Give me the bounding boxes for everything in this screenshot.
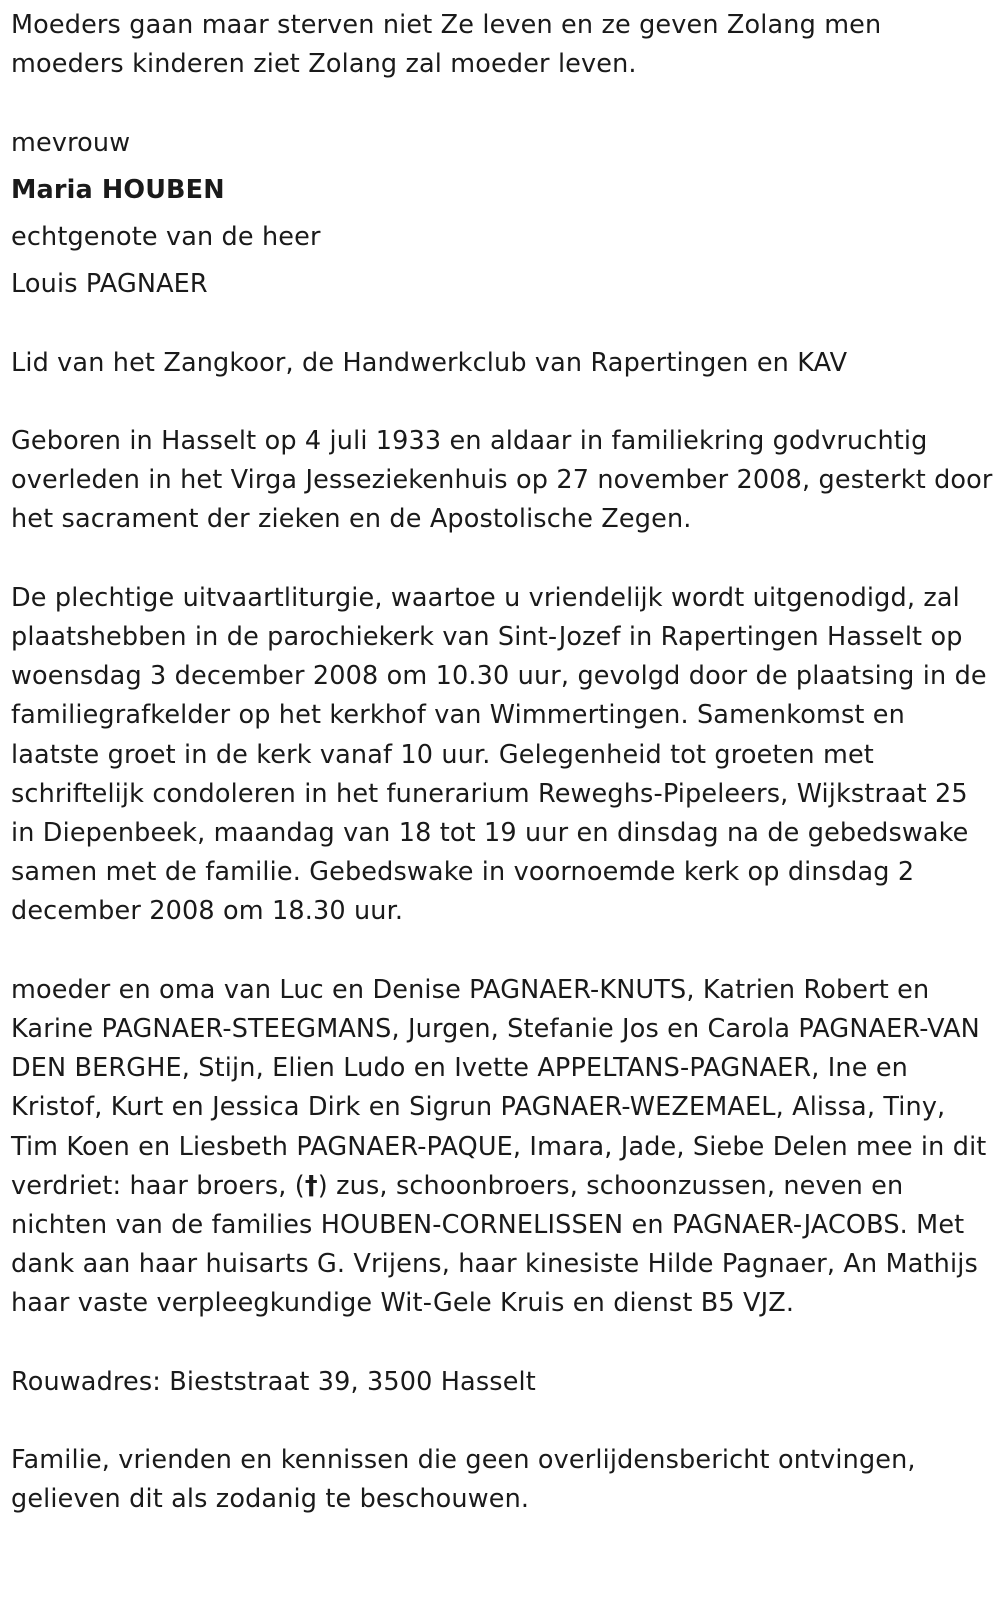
closing-note: Familie, vrienden en kennissen die geen overlijdensbericht ontvingen, gelieven dit als zodanig te beschouwen. (11, 1445, 916, 1515)
family-text-part2: ) zus, schoonbroers, schoonzussen, neven en nichten van de families HOUBEN-CORNELISSEN en PAGNAER-JACOBS. Met dank aan haar huisarts G. Vrijens, haar kinesiste Hilde Pagnaer, An Mathijs haar vaste verpleegkundige Wit-Gele Kruis en dienst B5 VJZ. (11, 1170, 978, 1319)
deceased-name: Maria HOUBEN (11, 174, 225, 205)
family-paragraph (11, 971, 995, 1324)
obituary-document (11, 6, 995, 1520)
cross-icon: † (304, 1170, 318, 1201)
title-prefix: mevrouw (11, 127, 131, 158)
membership: Lid van het Zangkoor, de Handwerkclub van Rapertingen en KAV (11, 347, 848, 378)
poem: Moeders gaan maar sterven niet Ze leven en ze geven Zolang men moeders kinderen ziet Zolang zal moeder leven. (11, 10, 882, 80)
family-text-part1: moeder en oma van Luc en Denise PAGNAER-KNUTS, Katrien Robert en Karine PAGNAER-STEEGMANS, Jurgen, Stefanie Jos en Carola PAGNAER-VAN DEN BERGHE, Stijn, Elien Ludo en Ivette APPELTANS-PAGNAER, Ine en Kristof, Kurt en Jessica Dirk en Sigrun PAGNAER-WEZEMAEL, Alissa, Tiny, Tim Koen en Liesbeth PAGNAER-PAQUE, Imara, Jade, Siebe Delen mee in dit verdriet: haar broers, ( (11, 974, 987, 1201)
spouse-name: Louis PAGNAER (11, 269, 208, 300)
spouse-relation: echtgenote van de heer (11, 222, 321, 252)
mourning-address: Rouwadres: Bieststraat 39, 3500 Hasselt (11, 1366, 536, 1397)
birth-death-paragraph: Geboren in Hasselt op 4 juli 1933 en aldaar in familiekring godvruchtig overleden in het Virga Jesseziekenhuis op 27 november 2008, gesterkt door het sacrament der zieken en de Apostolische Zegen. (11, 425, 993, 535)
funeral-paragraph: De plechtige uitvaartliturgie, waartoe u vriendelijk wordt uitgenodigd, zal plaatshebben in de parochiekerk van Sint-Jozef in Rapertingen Hasselt op woensdag 3 december 2008 om 10.30 uur, gevolgd door de plaatsing in de familiegrafkelder op het kerkhof van Wimmertingen. Samenkomst en laatste groet in de kerk vanaf 10 uur. Gelegenheid tot groeten met schriftelijk condoleren in het funerarium Reweghs-Pipeleers, Wijkstraat 25 in Diepenbeek, maandag van 18 tot 19 uur en dinsdag na de gebedswake samen met de familie. Gebedswake in voornoemde kerk op dinsdag 2 december 2008 om 18.30 uur. (11, 582, 987, 927)
